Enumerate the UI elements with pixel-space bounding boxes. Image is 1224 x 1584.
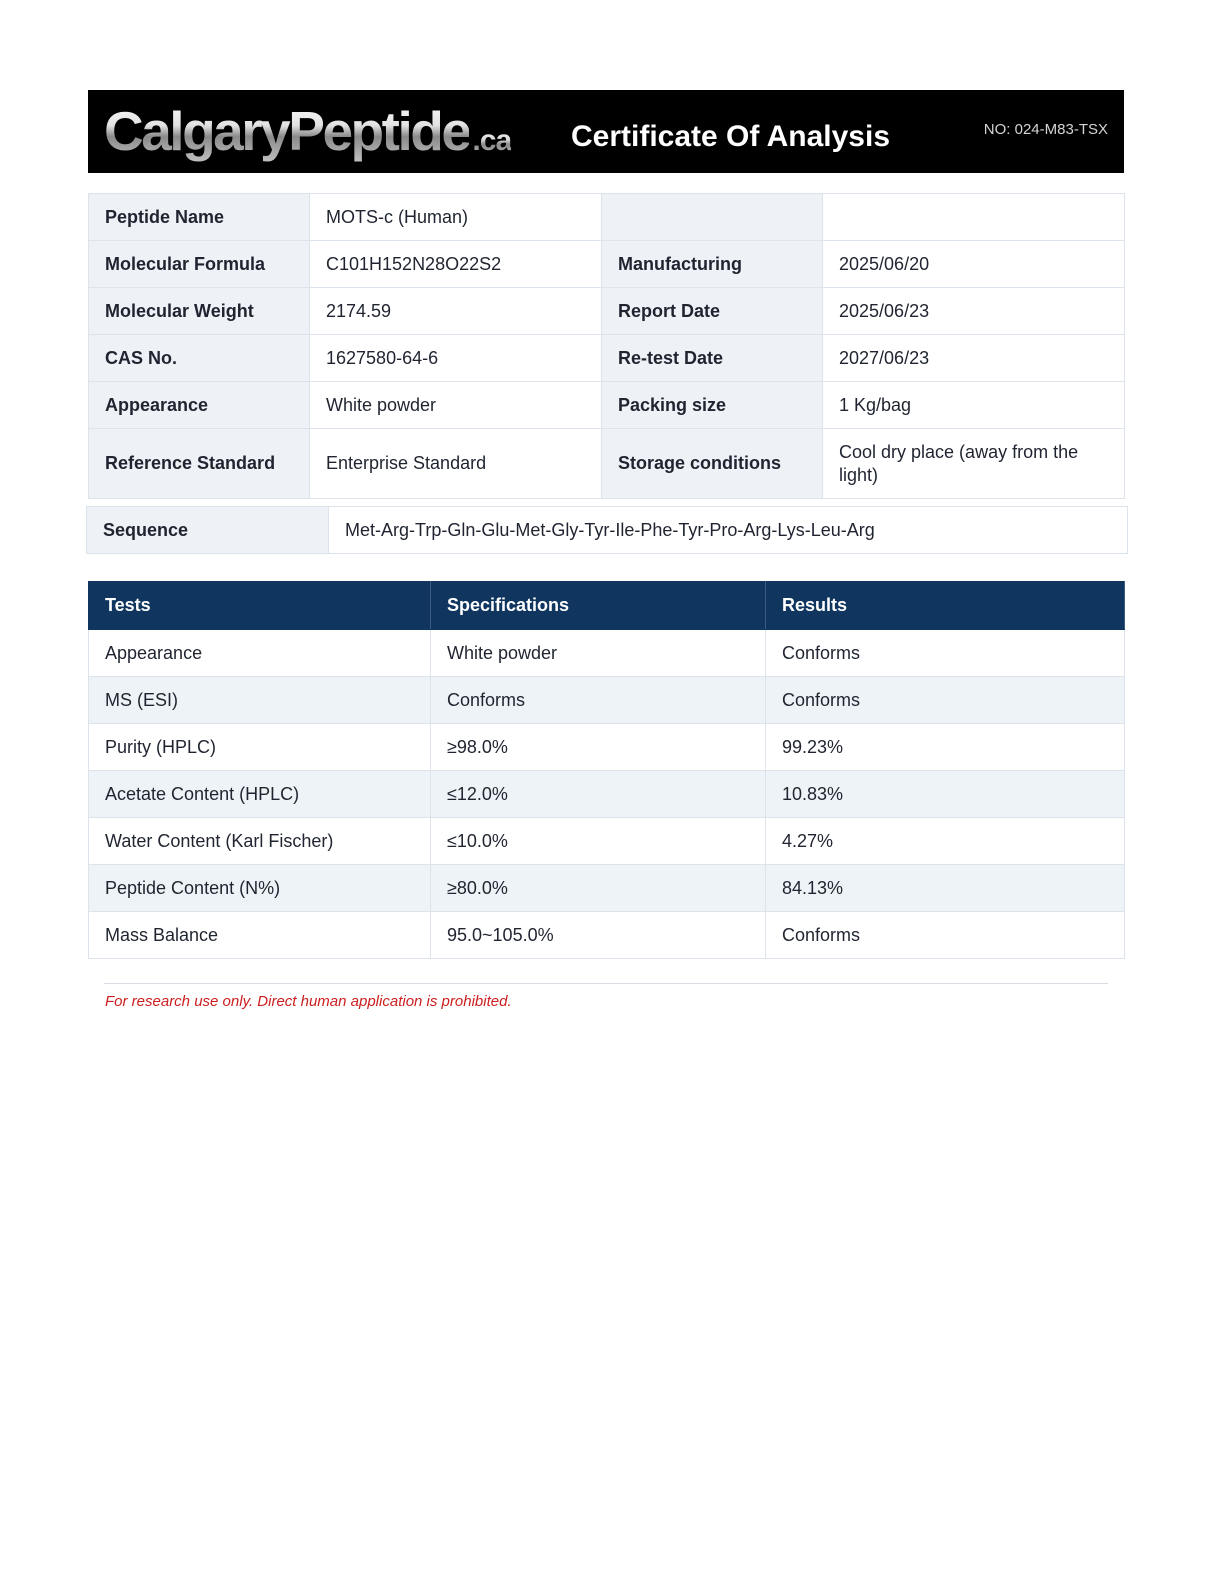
table-row (89, 677, 1125, 724)
test-name: Appearance (89, 630, 431, 677)
info-value: Enterprise Standard (310, 429, 602, 499)
table-row (89, 630, 1125, 677)
info-row (89, 382, 1125, 429)
info-value: C101H152N28O22S2 (310, 241, 602, 288)
test-specification: Conforms (431, 677, 766, 724)
info-value: Cool dry place (away from the light) (823, 429, 1125, 499)
info-value: 2025/06/20 (823, 241, 1125, 288)
footer-divider (104, 983, 1108, 984)
column-header-specifications: Specifications (431, 582, 766, 630)
document-title: Certificate Of Analysis (571, 120, 890, 153)
test-name: Mass Balance (89, 912, 431, 959)
info-label: Re-test Date (602, 335, 823, 382)
column-header-results: Results (766, 582, 1125, 630)
test-result: 99.23% (766, 724, 1125, 771)
info-value (823, 194, 1125, 241)
info-row (89, 335, 1125, 382)
info-label: Storage conditions (602, 429, 823, 499)
test-result: Conforms (766, 630, 1125, 677)
tests-header-row (89, 582, 1125, 630)
logo-domain-suffix: .ca (472, 124, 512, 157)
logo-wordmark: CalgaryPeptide (104, 96, 469, 166)
info-label: Molecular Formula (89, 241, 310, 288)
test-name: Purity (HPLC) (89, 724, 431, 771)
test-name: Acetate Content (HPLC) (89, 771, 431, 818)
column-header-tests: Tests (89, 582, 431, 630)
info-value: 2025/06/23 (823, 288, 1125, 335)
table-row (89, 865, 1125, 912)
info-label: Manufacturing (602, 241, 823, 288)
info-label: Reference Standard (89, 429, 310, 499)
sequence-row (87, 507, 1128, 554)
sequence-value: Met-Arg-Trp-Gln-Glu-Met-Gly-Tyr-Ile-Phe-Tyr-Pro-Arg-Lys-Leu-Arg (329, 507, 1128, 554)
info-value: MOTS-c (Human) (310, 194, 602, 241)
info-row (89, 241, 1125, 288)
sequence-table (86, 506, 1128, 554)
test-specification: ≥98.0% (431, 724, 766, 771)
test-result: 10.83% (766, 771, 1125, 818)
info-value: White powder (310, 382, 602, 429)
test-name: Water Content (Karl Fischer) (89, 818, 431, 865)
test-result: Conforms (766, 912, 1125, 959)
research-use-disclaimer: For research use only. Direct human application is prohibited. (105, 993, 512, 1010)
info-row (89, 194, 1125, 241)
test-results-table (88, 581, 1125, 959)
info-label: Peptide Name (89, 194, 310, 241)
test-specification: ≤10.0% (431, 818, 766, 865)
table-row (89, 771, 1125, 818)
info-value: 1 Kg/bag (823, 382, 1125, 429)
test-name: MS (ESI) (89, 677, 431, 724)
table-row (89, 912, 1125, 959)
info-value: 2027/06/23 (823, 335, 1125, 382)
certificate-header (88, 90, 1124, 173)
brand-logo (104, 96, 511, 166)
certificate-number: NO: 024-M83-TSX (983, 121, 1108, 138)
test-result: 84.13% (766, 865, 1125, 912)
info-value: 1627580-64-6 (310, 335, 602, 382)
test-specification: ≤12.0% (431, 771, 766, 818)
info-label: Appearance (89, 382, 310, 429)
test-result: 4.27% (766, 818, 1125, 865)
info-label: Report Date (602, 288, 823, 335)
table-row (89, 724, 1125, 771)
product-info-table (88, 193, 1125, 499)
sequence-label: Sequence (87, 507, 329, 554)
info-row (89, 429, 1125, 499)
test-specification: ≥80.0% (431, 865, 766, 912)
info-value: 2174.59 (310, 288, 602, 335)
info-label (602, 194, 823, 241)
table-row (89, 818, 1125, 865)
info-row (89, 288, 1125, 335)
test-name: Peptide Content (N%) (89, 865, 431, 912)
test-result: Conforms (766, 677, 1125, 724)
info-label: Packing size (602, 382, 823, 429)
info-label: CAS No. (89, 335, 310, 382)
test-specification: White powder (431, 630, 766, 677)
info-label: Molecular Weight (89, 288, 310, 335)
test-specification: 95.0~105.0% (431, 912, 766, 959)
